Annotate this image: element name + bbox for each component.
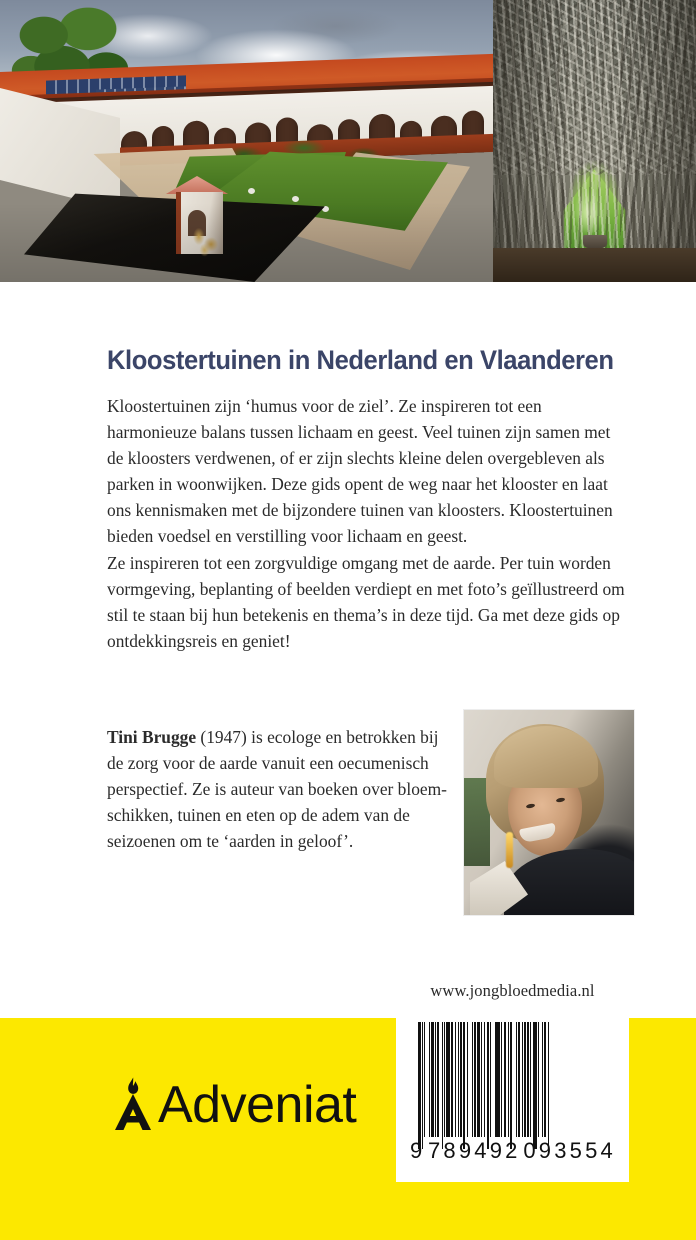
photo-vignette-left — [0, 0, 493, 282]
publisher-logo[interactable] — [110, 1076, 356, 1132]
barcode-group-right: 093554 — [523, 1138, 616, 1163]
courtyard-photo — [0, 0, 493, 282]
author-bio — [107, 724, 457, 854]
author-portrait — [464, 710, 634, 915]
page-title: Kloostertuinen in Nederland en Vlaanderen — [107, 344, 614, 375]
tree-tunnel-photo — [493, 0, 696, 282]
cover-photo-band — [0, 0, 696, 282]
author-bio-text: (1947) is ecologe en betrokken bij de zorg voor de aarde vanuit een oecumenisch perspectief. Ze is auteur van boeken over bloemschikken, tuinen en eten op de adem van de seizoenen om te ‘aarden in geloof’. — [107, 727, 447, 852]
trunk-wall-right — [620, 0, 696, 282]
publisher-website[interactable]: www.jongbloedmedia.nl — [430, 981, 595, 1000]
portrait-candle-glow — [506, 832, 513, 868]
tunnel-floor — [493, 248, 696, 282]
publisher-name: Adveniat — [158, 1076, 357, 1134]
back-cover-blurb — [107, 393, 629, 654]
barcode-digits — [410, 1138, 616, 1164]
author-bio-paragraph — [107, 724, 457, 854]
planter-pot — [583, 235, 607, 248]
flame-icon — [110, 1076, 156, 1132]
blurb-paragraph-1: Kloostertuinen zijn ‘humus voor de ziel’. Ze inspireren tot een harmonieuze balans tussen lichaam en geest. Veel tuinen zijn samen met de kloosters verdwenen, of er zijn slechts kleine delen overgebleven als parken in woonwijken. Deze gids opent de weg naar het klooster en laat ons kennismaken met de bijzondere tuinen van kloosters. Kloostertuinen bieden voedsel en verstilling voor lichaam en geest. — [107, 396, 613, 547]
author-name: Tini Brugge — [107, 727, 197, 747]
blurb-paragraph-2: Ze inspireren tot een zorgvuldige omgang met de aarde. Per tuin worden vormgeving, beplanting of beelden verdiept en met foto’s geïllustreerd om stil te staan bij hun betekenis en thema’s in deze tijd. Ga met deze gids op ontdekkingsreis en geniet! — [107, 552, 625, 651]
barcode-group-left: 789492 — [428, 1138, 521, 1163]
isbn-barcode — [396, 1010, 629, 1182]
trunk-wall-left — [493, 0, 565, 282]
barcode-digit-first: 9 — [410, 1138, 424, 1163]
barcode-bars — [418, 1022, 610, 1137]
